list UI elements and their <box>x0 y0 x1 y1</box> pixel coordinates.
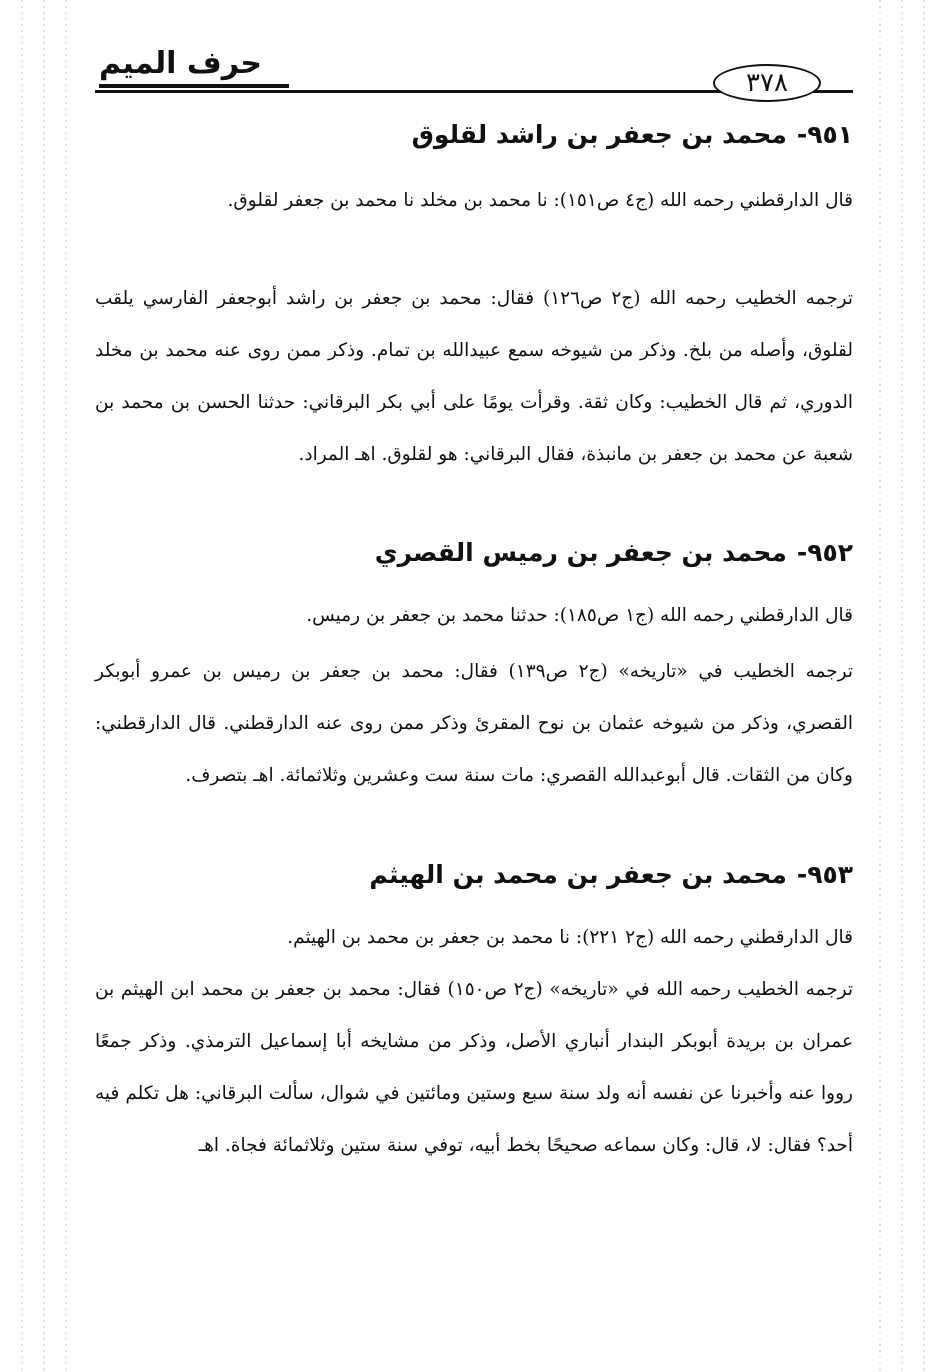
entry-heading-953 <box>95 860 853 889</box>
book-page <box>95 0 853 1372</box>
entry-name: محمد بن جعفر بن راشد لقلوق <box>411 120 787 149</box>
entry-number: ٩٥٣- <box>796 860 853 889</box>
chapter-title: حرف الميم <box>99 46 263 81</box>
entry-number: ٩٥١- <box>796 120 853 149</box>
entry-paragraph: ترجمه الخطيب رحمه الله في «تاريخه» (ج٢ ص١٥٠) فقال: محمد بن جعفر بن محمد ابن الهيثم بن عمران بن بريدة أبوبكر البندار أنباري الأصل، وذكر من مشايخه أبا إسماعيل الترمذي. وذكر جمعًا رووا عنه وأخبرنا عن نفسه أنه ولد سنة سبع وستين ومائتين في شوال، سألت البرقاني: هل تكلم فيه أحد؟ فقال: لا، قال: وكان سماعه صحيحًا بخط أبيه، توفي سنة ستين وثلاثمائة فجاة. اهـ <box>95 979 853 1156</box>
page-header <box>95 36 853 106</box>
entry-heading-951 <box>95 120 853 149</box>
page-number: ٣٧٨ <box>713 64 821 102</box>
entry-number: ٩٥٢- <box>796 538 853 567</box>
entry-paragraph: قال الدارقطني رحمه الله (ج٤ ص١٥١): نا محمد بن مخلد نا محمد بن جعفر لقلوق. <box>227 190 853 211</box>
entry-heading-952 <box>95 538 853 567</box>
entry-paragraph: ترجمه الخطيب رحمه الله (ج٢ ص١٢٦) فقال: محمد بن جعفر بن راشد أبوجعفر الفارسي يلقب لقلوق، وأصله من بلخ. وذكر من شيوخه سمع عبيدالله بن تمام. وذكر ممن روى عنه محمد بن مخلد الدوري، ثم قال الخطيب: وكان ثقة. وقرأت يومًا على أبي بكر البرقاني: حدثنا الحسن بن محمد بن شعبة عن محمد بن جعفر بن مانبذة، فقال البرقاني: هو لقلوق. اهـ المراد. <box>95 288 853 465</box>
entry-paragraph: ترجمه الخطيب في «تاريخه» (ج٢ ص١٣٩) فقال: محمد بن جعفر بن رميس بن عمرو أبوبكر القصري، وذكر من شيوخه عثمان بن نوح المقرئ وذكر ممن روى عنه الدارقطني. قال الدارقطني: وكان من الثقات. قال أبوعبدالله القصري: مات سنة ست وعشرين وثلاثمائة. اهـ بتصرف. <box>95 661 854 786</box>
entry-paragraph: قال الدارقطني رحمه الله (ج٢ ٢٢١): نا محمد بن جعفر بن محمد بن الهيثم. <box>287 927 853 948</box>
entry-name: محمد بن جعفر بن محمد بن الهيثم <box>369 860 787 889</box>
entry-name: محمد بن جعفر بن رميس القصري <box>374 538 787 567</box>
entry-paragraph: قال الدارقطني رحمه الله (ج١ ص١٨٥): حدثنا محمد بن جعفر بن رميس. <box>306 605 853 626</box>
chapter-title-underline <box>99 84 289 88</box>
